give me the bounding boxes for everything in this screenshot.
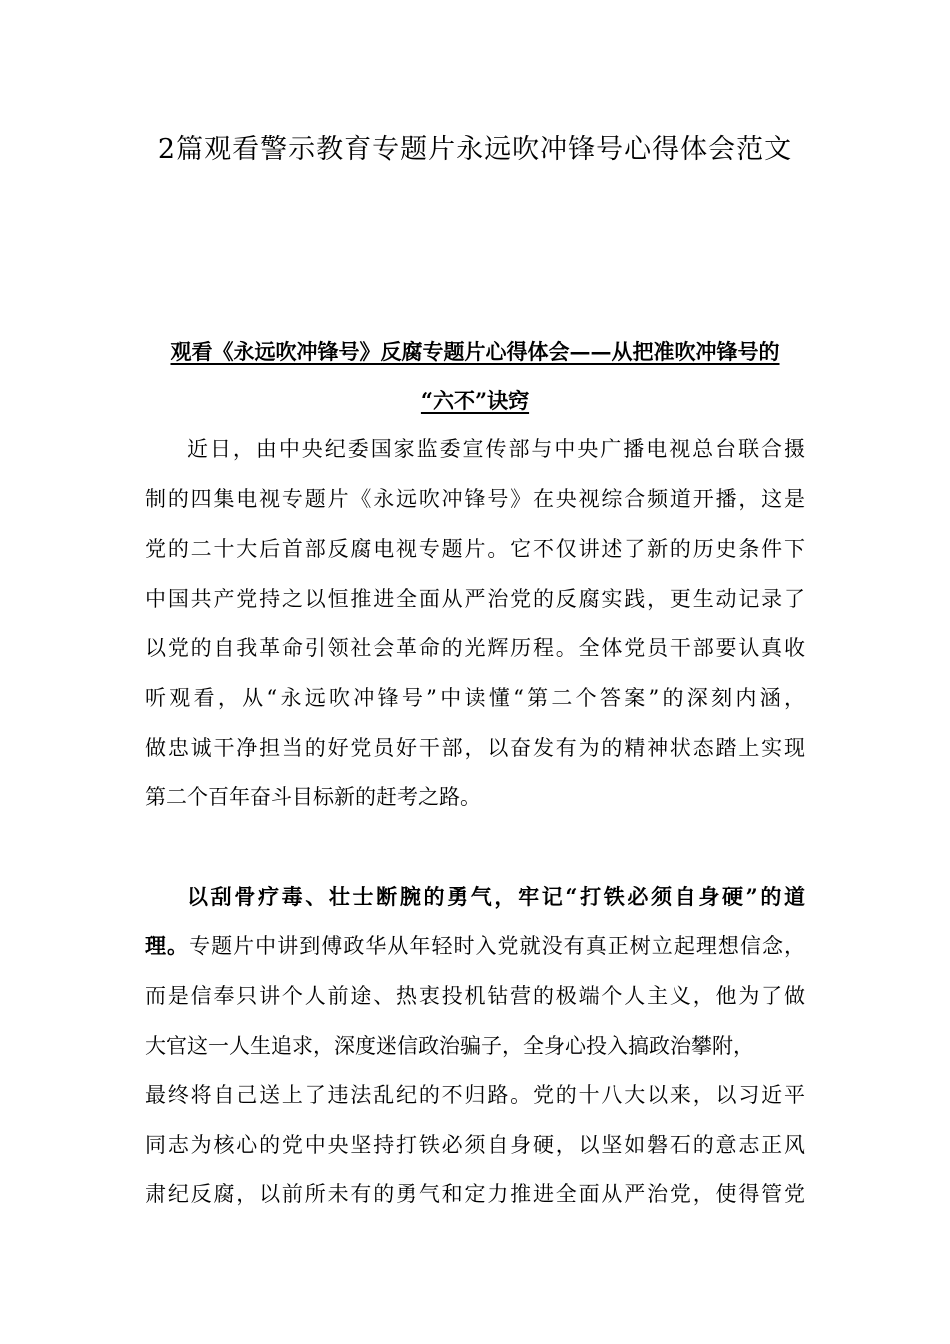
article-heading-line-1: 观看《永远吹冲锋号》反腐专题片心得体会——从把准吹冲锋号的 [170, 339, 780, 364]
paragraph-1-line: 近日，由中央纪委国家监委宣传部与中央广播电视总台联合摄 [187, 437, 805, 461]
paragraph-1-line: 中国共产党持之以恒推进全面从严治党的反腐实践，更生动记录了 [145, 587, 805, 611]
paragraph-2-line: 大官这一人生追求，深度迷信政治骗子，全身心投入搞政治攀附， [145, 1034, 754, 1058]
paragraph-2-line [145, 930, 805, 962]
article-heading-line-2: “六不”诀窍 [420, 388, 530, 413]
paragraph-1-line: 制的四集电视专题片《永远吹冲锋号》在央视综合频道开播，这是 [145, 487, 805, 511]
paragraph-2-line: 而是信奉只讲个人前途、热衷投机钻营的极端个人主义，他为了做 [145, 984, 805, 1008]
body-text: 专题片中讲到傅政华从年轻时入党就没有真正树立起理想信念， [189, 934, 806, 958]
paragraph-1-line: 做忠诚干净担当的好党员好干部，以奋发有为的精神状态踏上实现 [145, 736, 805, 760]
paragraph-1-line: 以党的自我革命引领社会革命的光辉历程。全体党员干部要认真收 [145, 636, 805, 660]
paragraph-2-line: 同志为核心的党中央坚持打铁必须自身硬，以坚如磐石的意志正风 [145, 1133, 805, 1157]
document-title: 2篇观看警示教育专题片永远吹冲锋号心得体会范文 [157, 134, 793, 165]
paragraph-1-line: 第二个百年奋斗目标新的赶考之路。 [145, 785, 481, 809]
bold-lead-text: 理。 [145, 933, 190, 958]
paragraph-2-line [187, 881, 805, 913]
paragraph-1-line: 党的二十大后首部反腐电视专题片。它不仅讲述了新的历史条件下 [145, 537, 805, 561]
paragraph-2-line: 肃纪反腐，以前所未有的勇气和定力推进全面从严治党，使得管党 [145, 1182, 805, 1206]
paragraph-1-line: 听观看，从“永远吹冲锋号”中读懂“第二个答案”的深刻内涵， [145, 686, 805, 710]
bold-lead-text: 以刮骨疗毒、壮士断腕的勇气，牢记“打铁必须自身硬”的道 [187, 884, 805, 909]
paragraph-2-line: 最终将自己送上了违法乱纪的不归路。党的十八大以来，以习近平 [145, 1083, 805, 1107]
